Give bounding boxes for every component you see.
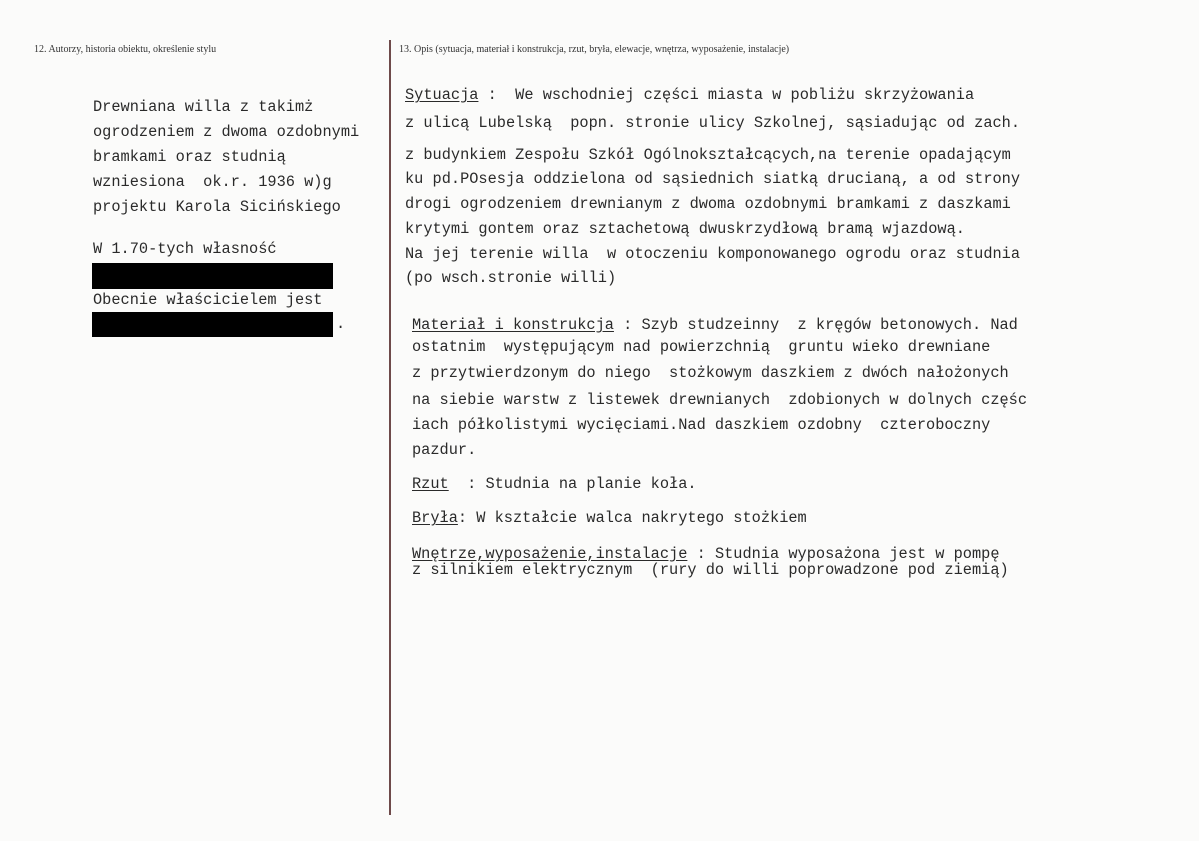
- trailing-period: .: [336, 315, 346, 333]
- sytuacja-text: We wschodniej części miasta w pobliżu skrzyżowania: [515, 86, 975, 104]
- sytuacja-line-6: krytymi gontem oraz sztachetową dwuskrzydłową bramą wjazdową.: [405, 220, 965, 238]
- sytuacja-line-5: drogi ogrodzeniem drewnianym z dwoma ozdobnymi bramkami z daszkami: [405, 195, 1011, 213]
- material-line-3: z przytwierdzonym do niego stożkowym daszkiem z dwóch nałożonych: [412, 364, 1009, 382]
- sytuacja-line-7: Na jej terenie willa w otoczeniu komponowanego ogrodu oraz studnia: [405, 245, 1021, 263]
- wnetrze-line-2: z silnikiem elektrycznym (rury do willi poprowadzone pod ziemią): [412, 561, 1009, 579]
- material-line-4: na siebie warstw z listewek drewnianych zdobionych w dolnych częśc: [412, 391, 1028, 409]
- left-line-5: projektu Karola Sicińskiego: [93, 198, 341, 216]
- current-owner: Obecnie właścicielem jest: [93, 291, 323, 309]
- rzut-line: Rzut : Studnia na planie koła.: [412, 475, 697, 493]
- material-line-2: ostatnim występującym nad powierzchnią gruntu wieko drewniane: [412, 338, 991, 356]
- left-line-2: ogrodzeniem z dwoma ozdobnymi: [93, 123, 360, 141]
- column-divider: [389, 40, 391, 815]
- sytuacja-heading: Sytuacja: [405, 86, 479, 104]
- redaction-bar: [92, 263, 333, 289]
- sytuacja-line-4: ku pd.POsesja oddzielona od sąsiednich siatką drucianą, a od strony: [405, 170, 1021, 188]
- sytuacja-line-1: Sytuacja : We wschodniej części miasta w pobliżu skrzyżowania: [405, 86, 975, 104]
- owner-1970s: W 1.70-tych własność: [93, 240, 277, 258]
- header-authors-history: 12. Autorzy, historia obiektu, określenie stylu: [34, 44, 217, 55]
- bryla-heading: Bryła: [412, 509, 458, 527]
- material-heading: Materiał i konstrukcja: [412, 316, 614, 334]
- left-line-4: wzniesiona ok.r. 1936 w)g: [93, 173, 332, 191]
- rzut-heading: Rzut: [412, 475, 449, 493]
- wnetrze-line-1: Wnętrze,wyposażenie,instalacje : Studnia wyposażona jest w pompę: [412, 545, 1000, 563]
- sytuacja-line-8: (po wsch.stronie willi): [405, 269, 617, 287]
- redaction-bar: [92, 312, 333, 337]
- bryla-line: Bryła: W kształcie walca nakrytego stożkiem: [412, 509, 807, 527]
- material-line-5: iach półkolistymi wycięciami.Nad daszkiem ozdobny czteroboczny: [412, 416, 991, 434]
- left-line-3: bramkami oraz studnią: [93, 148, 286, 166]
- header-description: 13. Opis (sytuacja, materiał i konstrukcja, rzut, bryła, elewacje, wnętrza, wyposażenie, instalacje): [399, 44, 790, 55]
- wnetrze-heading: Wnętrze,wyposażenie,instalacje: [412, 545, 688, 563]
- material-line-1: Materiał i konstrukcja : Szyb studzeinny z kręgów betonowych. Nad: [412, 316, 1018, 334]
- sytuacja-line-2: z ulicą Lubelską popn. stronie ulicy Szkolnej, sąsiadując od zach.: [405, 114, 1021, 132]
- material-line-6: pazdur.: [412, 441, 477, 459]
- left-line-1: Drewniana willa z takimż: [93, 98, 314, 116]
- sytuacja-line-3: z budynkiem Zespołu Szkół Ogólnokształcących,na terenie opadającym: [405, 146, 1011, 164]
